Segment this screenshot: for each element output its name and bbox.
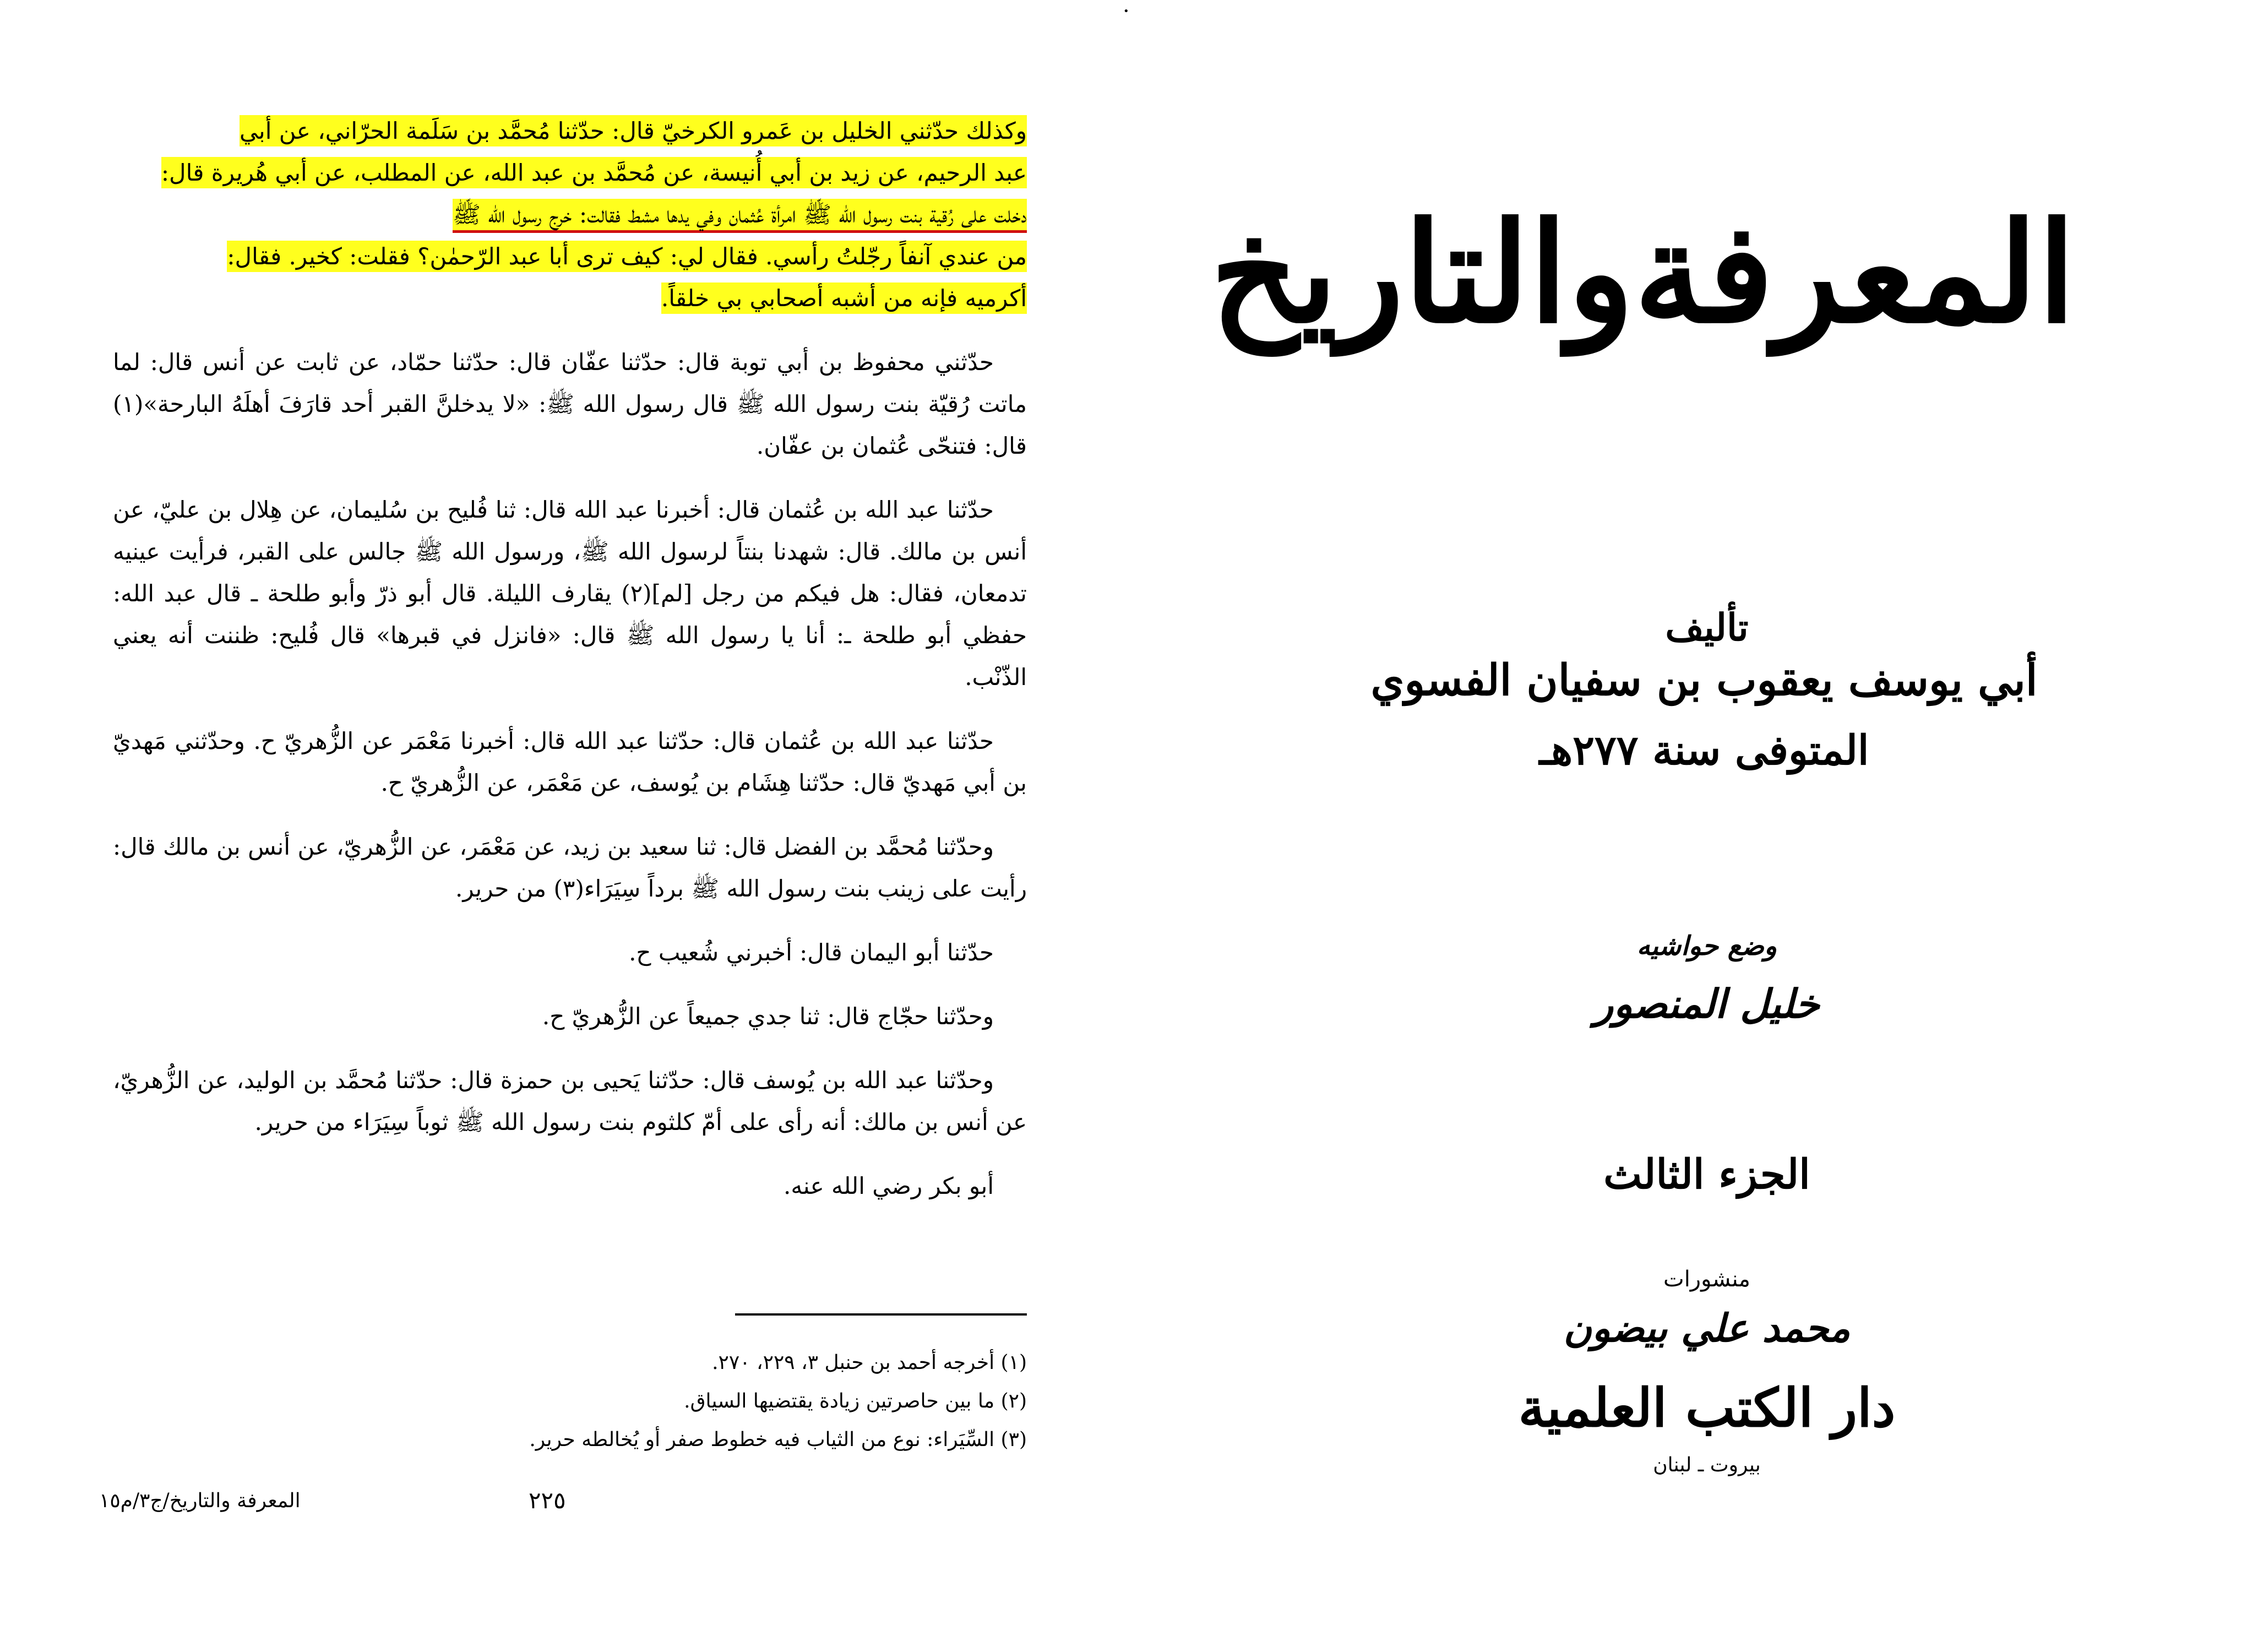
paragraph-9: أبو بكر رضي الله عنه. [784,1172,994,1199]
annotator-name: خليل المنصور [1594,980,1820,1027]
annotation-label: وضع حواشيه [1636,931,1777,961]
footnote-separator [735,1313,1027,1316]
title-line-1: المعرفة [1634,192,2076,354]
publisher-name: محمد علي بيضون [1563,1305,1851,1351]
volume-label: الجزء الثالث [1603,1151,1810,1198]
highlighted-line-3-underlined: دخلت على رُقية بنت رسول الله ﷺ امرأة عُثمان وفي يدها مشط فقالت: خرج رسول الله ﷺ [453,199,1027,233]
paragraph-5: وحدّثنا مُحمَّد بن الفضل قال: ثنا سعيد بن زيد، عن مَعْمَر، عن الزُّهريّ، عن أنس بن مالك قال: رأيت على زينب بنت رسول الله ﷺ برداً سِيَرَاء(٣) من حرير. [113,833,1027,902]
footnote-2: (٢) ما بين حاصرتين زيادة يقتضيها السياق. [684,1390,1027,1412]
page-number: ٢٢٥ [529,1487,566,1514]
paragraph-4: حدّثنا عبد الله بن عُثمان قال: حدّثنا عبد الله قال: أخبرنا مَعْمَر عن الزُّهريّ ح. وحدّثني مَهديّ بن أبي مَهديّ قال: حدّثنا هِشَام بن يُوسف، عن مَعْمَر، عن الزُّهريّ ح. [113,727,1027,796]
title-line-2: والتاريخ [1210,192,1634,354]
highlighted-line-2: عبد الرحيم، عن زيد بن أبي أُنيسة، عن مُحمَّد بن عبد الله، عن المطلب، عن أبي هُريرة قال: [161,157,1027,188]
paragraph-6: حدّثنا أبو اليمان قال: أخبرني شُعيب ح. [629,939,994,966]
author-heading: تأليف [1665,606,1749,650]
left-page [0,0,1123,1652]
book-title [1210,182,2076,363]
publisher-city: بيروت ـ لبنان [1653,1454,1761,1476]
highlighted-line-4: من عندي آنفاً رجّلتُ رأسي. فقال لي: كيف ترى أبا عبد الرّحمٰن؟ فقلت: كخير. فقال: [227,241,1027,272]
highlighted-line-1: وكذلك حدّثني الخليل بن عَمرو الكرخيّ قال: حدّثنا مُحمَّد بن سَلَمة الحرّاني، عن أبي [240,115,1027,146]
paragraph-2: حدّثني محفوظ بن أبي توبة قال: حدّثنا عفّان قال: حدّثنا حمّاد، عن ثابت عن أنس قال: لما ماتت رُقيّة بنت رسول الله ﷺ قال رسول الله ﷺ: «لا يدخلنَّ القبر أحد قارَفَ أهلَهُ البارحة»(١) قال: فتنحّى عُثمان بن عفّان. [113,349,1027,459]
author-name: أبي يوسف يعقوب بن سفيان الفسوي [1370,655,2038,705]
main-text-column [113,110,1027,1229]
footnote-1: (١) أخرجه أحمد بن حنبل ٣، ٢٢٩، ٢٧٠. [712,1351,1027,1374]
top-mark: • [1123,6,1129,17]
footnotes [113,1344,1027,1459]
paragraph-7: وحدّثنا حجّاج قال: ثنا جدي جميعاً عن الزُّهريّ ح. [542,1003,994,1030]
paragraph-8: وحدّثنا عبد الله بن يُوسف قال: حدّثنا يَحيى بن حمزة قال: حدّثنا مُحمَّد بن الوليد، عن الزُّهريّ، عن أنس بن مالك: أنه رأى على أمّ كلثوم بنت رسول الله ﷺ ثوباً سِيَرَاء من حرير. [113,1067,1027,1135]
publisher-label: منشورات [1663,1267,1750,1292]
paragraph-highlighted [113,110,1027,319]
publisher-house: دار الكتب العلمية [1518,1377,1896,1439]
paragraph-3: حدّثنا عبد الله بن عُثمان قال: أخبرنا عبد الله قال: ثنا فُليح بن سُليمان، عن هِلال بن عليّ، عن أنس بن مالك. قال: شهدنا بنتاً لرسول الله ﷺ، ورسول الله ﷺ جالس على القبر، فرأيت عينيه تدمعان، فقال: هل فيكم من رجل [لم](٢) يقارف الليلة. قال أبو ذرّ وأبو طلحة ـ قال عبد الله: حفظي أبو طلحة ـ: أنا يا رسول الله ﷺ قال: «فانزل في قبرها» قال فُليح: ظننت أنه يعني الذّنْب. [113,496,1027,691]
footnote-3: (٣) السِّيَراء: نوع من الثياب فيه خطوط صفر أو يُخالطه حرير. [529,1428,1027,1451]
highlighted-line-5: أكرميه فإنه من أشبه أصحابي بي خلقاً. [661,282,1027,314]
signature-footer: المعرفة والتاريخ/ج٣/م١٥ [99,1490,301,1512]
author-death: المتوفى سنة ٢٧٧هـ [1539,727,1869,774]
